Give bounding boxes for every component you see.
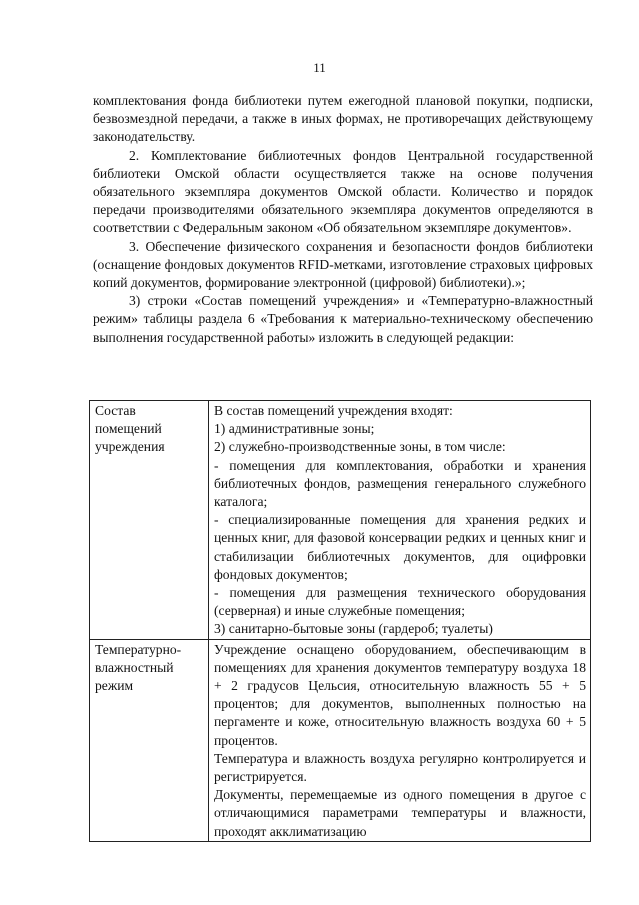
cell-line: - помещения для комплектования, обработки и хранения библиотечных фондов, размещения генерального служебного каталога; — [214, 457, 586, 510]
cell-line: Документы, перемещаемые из одного помещения в другое с отличающимися параметрами температуры и влажности, проходят акклиматизацию — [214, 787, 586, 839]
table-cell-label: Состав помещений учреждения — [90, 401, 209, 640]
table-row — [90, 401, 591, 640]
cell-line: - специализированные помещения для хранения редких и ценных книг, для фазовой консервации редких и ценных книг и стабилизации библиотечных документов, для оцифровки фондовых документов; — [214, 512, 586, 582]
page-number: 11 — [313, 60, 326, 75]
cell-line: - помещения для размещения технического оборудования (серверная) и иные служебные помещения; — [214, 585, 586, 619]
table-cell-label: Температурно-влажностный режим — [90, 639, 209, 841]
cell-line: Учреждение оснащено оборудованием, обеспечивающим в помещениях для хранения документов температуру воздуха 18 + 2 градусов Цельсия, относительную влажность 55 + 5 процентов; для документов, выполненных полностью на пергаменте и коже, относительную влажность воздуха 60 + 5 процентов. — [214, 641, 586, 748]
cell-line: Температура и влажность воздуха регулярно контролируется и регистрируется. — [214, 750, 586, 785]
cell-line: 3) санитарно-бытовые зоны (гардероб; туалеты) — [214, 621, 493, 637]
paragraph-item-2: 2. Комплектование библиотечных фондов Центральной государственной библиотеки Омской области осуществляется также на основе получения обязательного экземпляра документов Омской области. Количество и порядок передачи производителями обязательного экземпляра документов определяются в соответствии с Федеральным законом «Об обязательном экземпляре документов». — [93, 147, 593, 236]
table-cell-content — [209, 639, 591, 841]
table-cell-content — [209, 401, 591, 640]
body-text — [93, 92, 593, 347]
cell-line: 2) служебно-производственные зоны, в том числе: — [214, 439, 506, 455]
paragraph-amendment-3: 3) строки «Состав помещений учреждения» и «Температурно-влажностный режим» таблицы раздела 6 «Требования к материально-техническому обеспечению выполнения государственной работы» изложить в следующей редакции: — [93, 293, 593, 345]
table-row — [90, 639, 591, 841]
cell-line: В состав помещений учреждения входят: — [214, 403, 453, 418]
cell-line: 1) административные зоны; — [214, 421, 375, 437]
requirements-table — [89, 400, 591, 842]
paragraph-item-3: 3. Обеспечение физического сохранения и безопасности фондов библиотеки (оснащение фондовых документов RFID-метками, изготовление страховых цифровых копий документов, формирование электронной (цифровой) библиотеки).»; — [93, 238, 593, 291]
paragraph-continuation: комплектования фонда библиотеки путем ежегодной плановой покупки, подписки, безвозмездной передачи, а также в иных формах, не противоречащих действующему законодательству. — [93, 93, 593, 145]
